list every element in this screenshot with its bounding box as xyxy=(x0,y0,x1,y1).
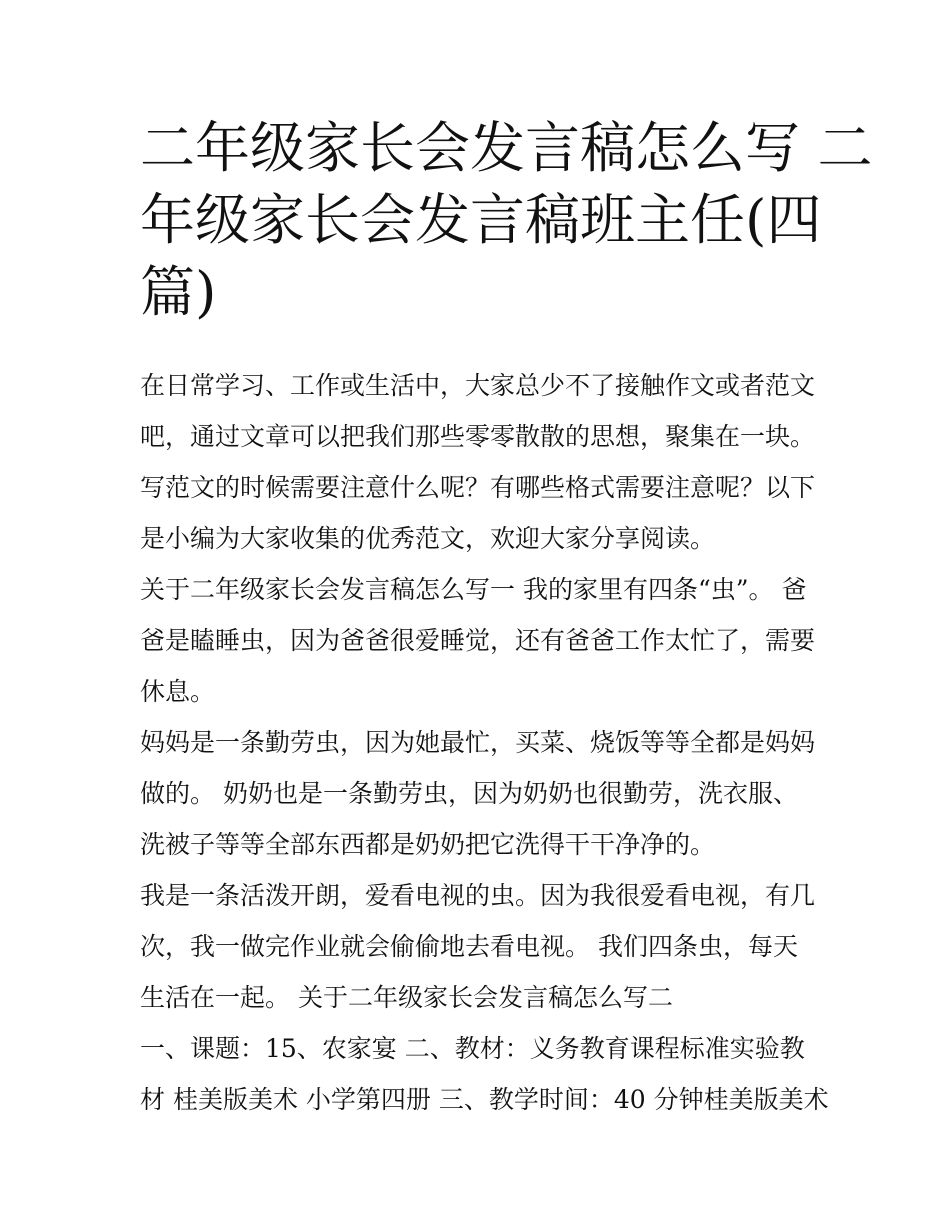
body-line: 做的。 奶奶也是一条勤劳虫，因为奶奶也很勤劳，洗衣服、 xyxy=(140,779,798,808)
body-line: 关于二年级家长会发言稿怎么写一 我的家里有四条“虫”。 爸 xyxy=(140,575,807,604)
body-line: 休息。 xyxy=(140,677,216,706)
body-line: 我是一条活泼开朗，爱看电视的虫。因为我很爱看电视，有几 xyxy=(140,881,816,910)
title-line: 二年级家长会发言稿怎么写 二 xyxy=(140,116,873,180)
body-line: 次，我一做完作业就会偷偷地去看电视。 我们四条虫，每天 xyxy=(140,932,798,961)
body-line: 生活在一起。 关于二年级家长会发言稿怎么写二 xyxy=(140,983,673,1012)
body-line: 材 桂美版美术 小学第四册 三、教学时间：40 分钟桂美版美术 xyxy=(140,1085,829,1114)
body-line: 吧，通过文章可以把我们那些零零散散的思想，聚集在一块。 xyxy=(140,422,816,451)
title-line: 篇) xyxy=(140,260,217,324)
title-line: 年级家长会发言稿班主任(四 xyxy=(140,188,822,252)
document-body xyxy=(140,360,830,1125)
body-line: 洗被子等等全部东西都是奶奶把它洗得干干净净的。 xyxy=(140,830,716,859)
body-line: 一、课题：15、农家宴 二、教材：义务教育课程标准实验教 xyxy=(140,1034,805,1063)
body-line: 写范文的时候需要注意什么呢？有哪些格式需要注意呢？以下 xyxy=(140,473,816,502)
body-line: 爸是瞌睡虫，因为爸爸很爱睡觉，还有爸爸工作太忙了，需要 xyxy=(140,626,816,655)
body-line: 是小编为大家收集的优秀范文，欢迎大家分享阅读。 xyxy=(140,524,716,553)
document-title xyxy=(140,112,873,328)
body-line: 在日常学习、工作或生活中，大家总少不了接触作文或者范文 xyxy=(140,371,816,400)
body-line: 妈妈是一条勤劳虫，因为她最忙，买菜、烧饭等等全都是妈妈 xyxy=(140,728,816,757)
